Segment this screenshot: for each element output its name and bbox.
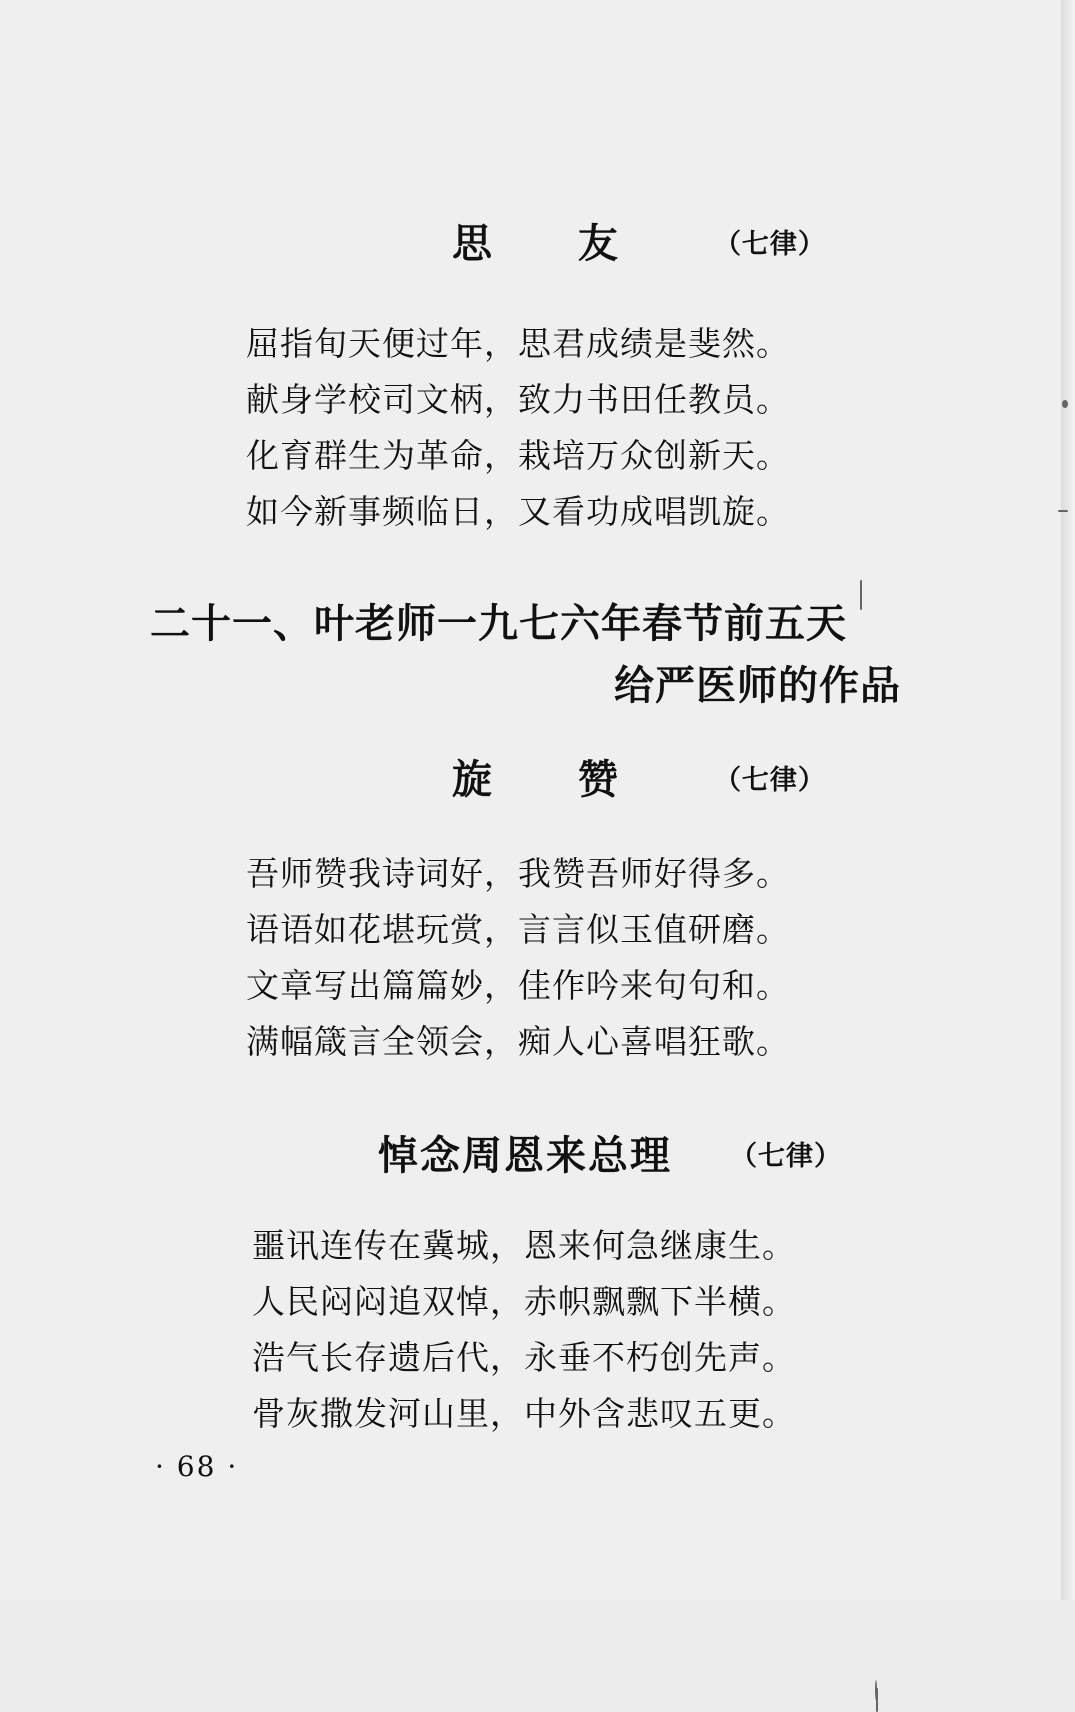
poem-verse-2 [246, 846, 790, 1070]
verse-line: 献身学校司文柄，致力书田任教员。 [246, 380, 790, 419]
poem-title-3 [378, 1124, 842, 1181]
verse-line: 骨灰撒发河山里，中外含悲叹五更。 [252, 1394, 796, 1433]
verse-line: 语语如花堪玩赏，言言似玉值研磨。 [246, 910, 790, 949]
verse-line: 浩气长存遗后代，永垂不朽创先声。 [252, 1338, 796, 1377]
poem-title-1 [452, 212, 826, 269]
verse-line: 屈指旬天便过年，思君成绩是斐然。 [246, 324, 790, 363]
poem-form: （七律） [713, 765, 826, 796]
scan-speck [876, 1688, 878, 1712]
page-number: · 68 · [155, 1450, 239, 1483]
verse-line: 如今新事频临日，又看功成唱凯旋。 [246, 492, 790, 531]
section-heading-line1: 二十一、叶老师一九七六年春节前五天 [150, 601, 847, 647]
page-edge [1061, 0, 1075, 1600]
verse-line: 文章写出篇篇妙，佳作吟来句句和。 [246, 966, 790, 1005]
scan-speck [1058, 510, 1068, 512]
verse-line: 人民闷闷追双悼，赤帜飘飘下半横。 [252, 1282, 796, 1321]
verse-line: 满幅箴言全领会，痴人心喜唱狂歌。 [246, 1022, 790, 1061]
poem-title-text: 旋 赞 [452, 757, 654, 803]
verse-line: 吾师赞我诗词好，我赞吾师好得多。 [246, 854, 790, 893]
poem-form: （七律） [730, 1141, 842, 1172]
poem-title-2 [452, 748, 826, 805]
poem-title-text: 悼念周恩来总理 [378, 1133, 672, 1179]
poem-title-text: 思 友 [452, 221, 654, 267]
poem-form: （七律） [713, 229, 826, 260]
poem-verse-3 [252, 1218, 796, 1442]
scan-speck [860, 580, 862, 610]
verse-line: 噩讯连传在冀城，恩来何急继康生。 [252, 1226, 796, 1265]
section-heading-line2: 给严医师的作品 [614, 663, 901, 709]
verse-line: 化育群生为革命，栽培万众创新天。 [246, 436, 790, 475]
scan-speck [1062, 400, 1068, 408]
poem-verse-1 [246, 316, 790, 540]
